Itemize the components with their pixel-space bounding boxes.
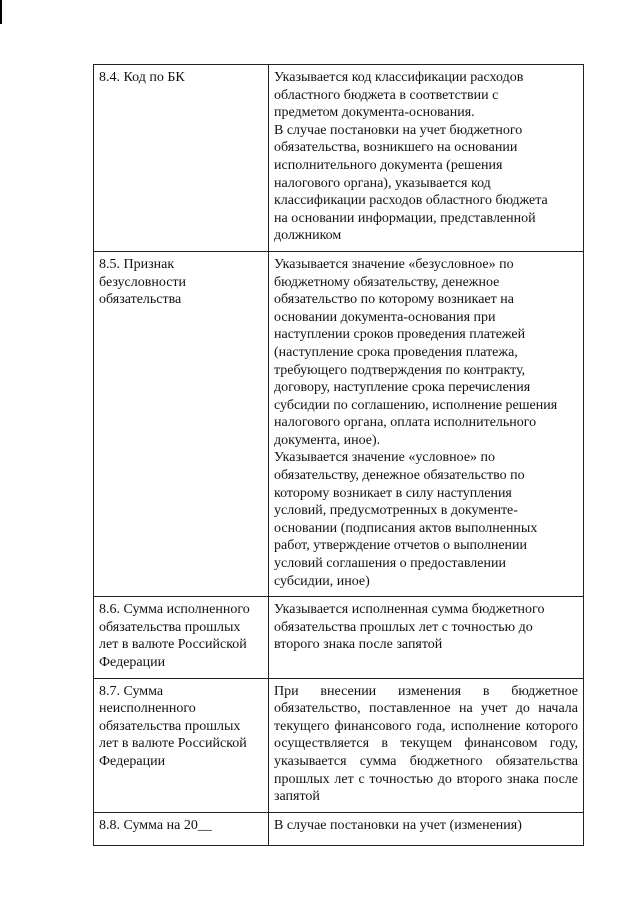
field-label-cell	[94, 65, 269, 252]
field-description-cell	[269, 597, 584, 678]
table-row	[94, 812, 584, 845]
field-description-cell	[269, 812, 584, 845]
field-label: 8.8. Сумма на 20__	[99, 817, 212, 833]
field-description-table	[93, 64, 584, 846]
table-row	[94, 65, 584, 252]
field-description-cell	[269, 65, 584, 252]
field-label: 8.7. Сумма неисполненного обязательства прошлых лет в валюте Российской Федерации	[99, 683, 247, 769]
description-paragraph: Указывается значение «безусловное» по бюджетному обязательству, денежное обязательство по которому возникает на основании документа-основания при наступлении сроков проведения платежей (наступление срока проведения платежа, требующего подтверждения по контракту, договору, наступление срока перечисления субсидии по соглашению, исполнение решения налогового органа, оплата исполнительного документа, иное).	[274, 256, 558, 448]
field-label-cell	[94, 251, 269, 596]
field-label-cell	[94, 597, 269, 678]
table-row	[94, 251, 584, 596]
page-corner-mark	[0, 0, 2, 24]
description-paragraph: Указывается исполненная сумма бюджетного обязательства прошлых лет с точностью до второго знака после запятой	[274, 602, 545, 653]
description-paragraph: При внесении изменения в бюджетное обязательство, поставленное на учет до начала текущего финансового года, исполнение которого осуществляется в текущем финансовом году, указывается сумма бюджетного обязательства прошлых лет с точностью до второго знака после запятой	[274, 683, 578, 805]
field-description-cell	[269, 678, 584, 812]
field-description-cell	[269, 251, 584, 596]
field-label-cell	[94, 678, 269, 812]
table-row	[94, 678, 584, 812]
description-paragraph: В случае постановки на учет (изменения)	[274, 817, 522, 833]
description-paragraph: Указывается код классификации расходов областного бюджета в соответствии с предметом документа-основания.	[274, 70, 524, 121]
table-row	[94, 597, 584, 678]
field-label: 8.6. Сумма исполненного обязательства прошлых лет в валюте Российской Федерации	[99, 602, 250, 670]
description-paragraph: В случае постановки на учет бюджетного обязательства, возникшего на основании исполнительного документа (решения налогового органа), указывается код классификации расходов областного бюджета на основании информации, представленной должником	[274, 122, 548, 244]
description-paragraph: Указывается значение «условное» по обязательству, денежное обязательство по которому возникает в силу наступления условий, предусмотренных в документе- основании (подписания актов выполненных работ, утверждение отчетов о выполнении условий соглашения о предоставлении субсидии, иное)	[274, 450, 538, 589]
field-label-cell	[94, 812, 269, 845]
field-label: 8.4. Код по БК	[99, 70, 185, 85]
field-label: 8.5. Признак безусловности обязательства	[99, 256, 187, 308]
